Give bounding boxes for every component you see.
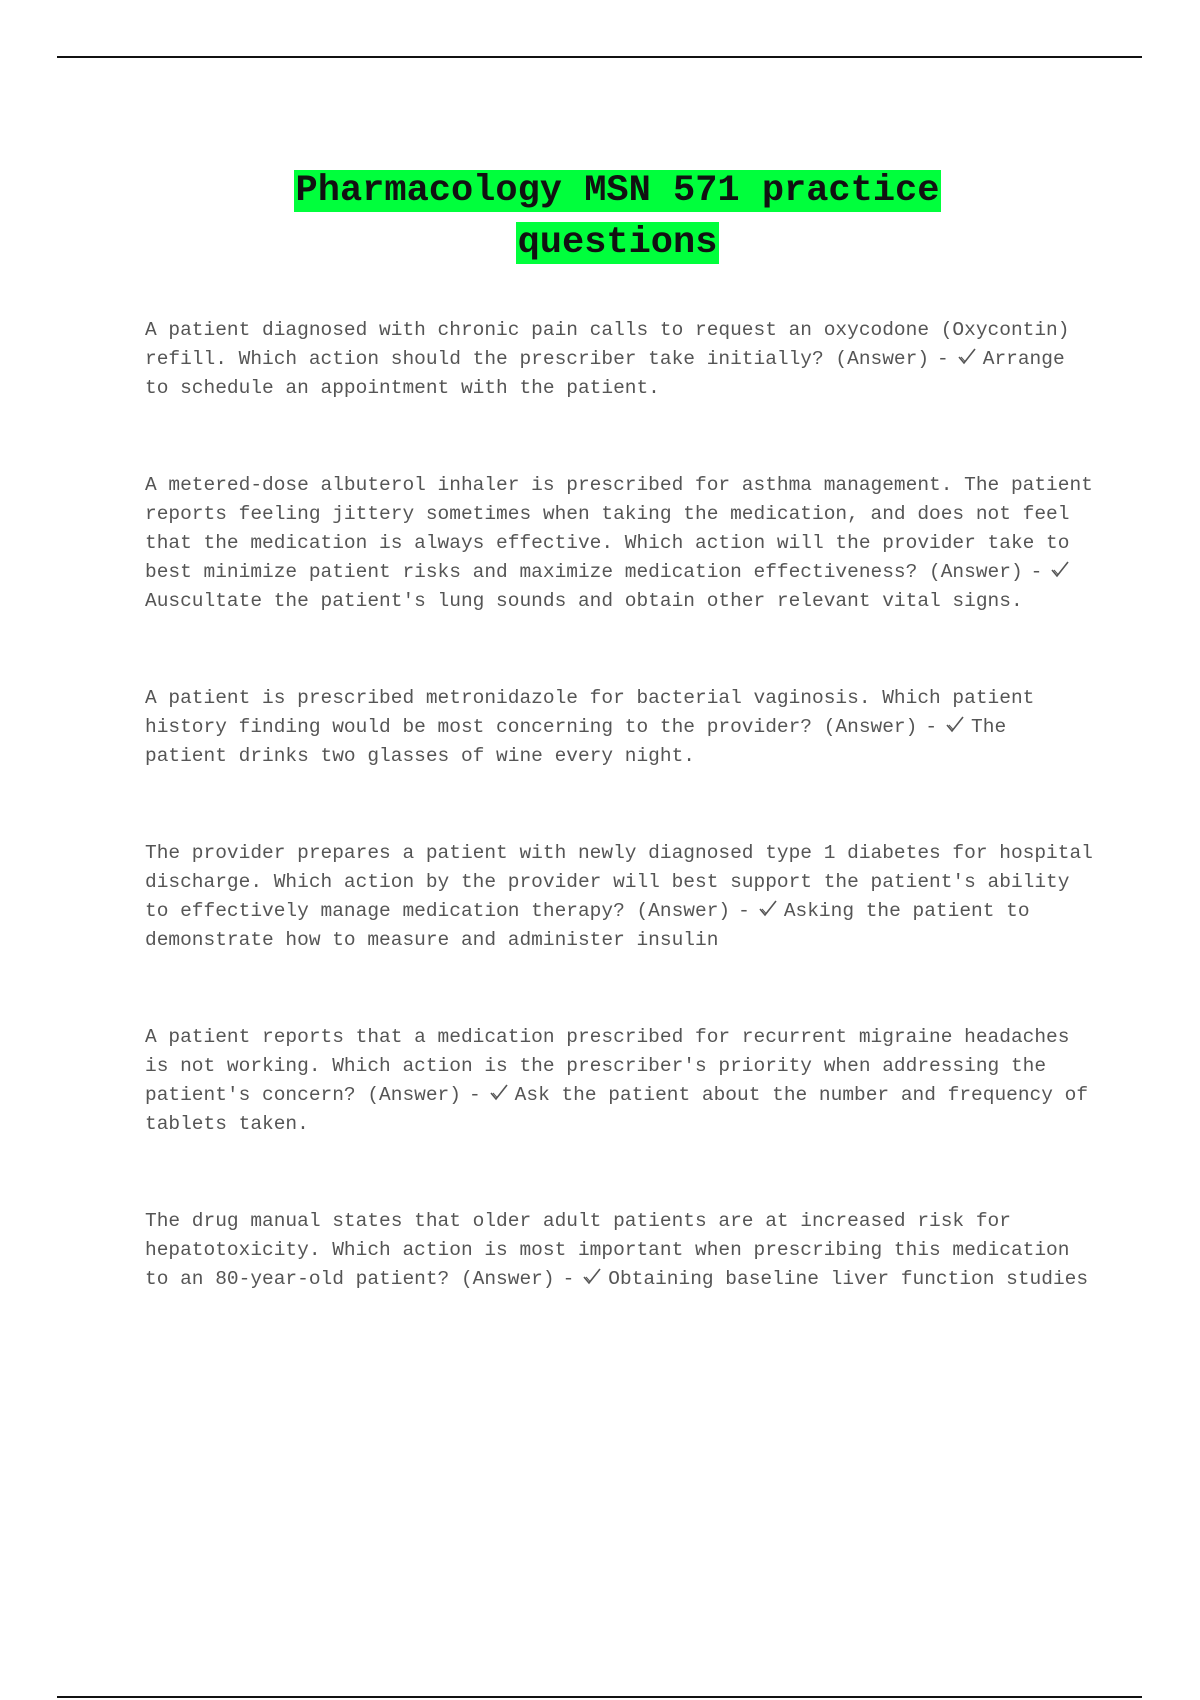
list-item [145, 839, 1095, 955]
question-text: A metered-dose albuterol inhaler is prescribed for asthma management. The patient reports feeling jittery sometimes when taking the medication, and does not feel that the medication is always effective. Which action will the provider take to best minimize patient risks and maximize medication effectiveness? [145, 474, 1093, 583]
answer-tag: (Answer) [460, 1268, 555, 1290]
answer-separator: - [937, 348, 949, 370]
list-item [145, 471, 1095, 616]
question-text: A patient reports that a medication prescribed for recurrent migraine headaches is not working. Which action is the prescriber's priority when addressing the patient's concern? [145, 1026, 1070, 1106]
answer-tag: (Answer) [835, 348, 930, 370]
answer-tag: (Answer) [823, 716, 918, 738]
answer-separator: - [925, 716, 938, 738]
answer-separator: - [468, 1084, 481, 1106]
answer-text: The patient drinks two glasses of wine every night. [145, 716, 1007, 767]
question-text: A patient is prescribed metronidazole for bacterial vaginosis. Which patient history finding would be most concerning to the provider? [145, 687, 1035, 738]
list-item [145, 1207, 1095, 1294]
check-icon [945, 714, 965, 734]
answer-tag: (Answer) [367, 1084, 461, 1106]
top-rule [57, 56, 1142, 58]
answer-text: Asking the patient to demonstrate how to measure and administer insulin [145, 900, 1030, 951]
question-text: A patient diagnosed with chronic pain calls to request an oxycodone (Oxycontin) refill. Which action should the prescriber take initially? [145, 319, 1070, 370]
question-list [145, 316, 1095, 1362]
answer-separator: - [738, 900, 750, 922]
title-line-1: Pharmacology MSN 571 practice [295, 169, 940, 212]
page-title [0, 165, 1200, 269]
answer-tag: (Answer) [929, 561, 1023, 583]
check-icon [758, 898, 778, 918]
title-line-2: questions [517, 221, 718, 264]
answer-text: Ask the patient about the number and frequency of tablets taken. [145, 1084, 1089, 1135]
check-icon [582, 1266, 602, 1286]
answer-text: Auscultate the patient's lung sounds and obtain other relevant vital signs. [145, 590, 1023, 612]
check-icon [957, 346, 977, 366]
answer-tag: (Answer) [636, 900, 731, 922]
list-item [145, 1023, 1095, 1139]
check-icon [489, 1082, 509, 1102]
answer-separator: - [1030, 561, 1043, 583]
question-text: The provider prepares a patient with newly diagnosed type 1 diabetes for hospital discharge. Which action by the provider will best support the patient's ability to effectively manage medication therapy? [145, 842, 1093, 922]
answer-separator: - [562, 1268, 575, 1290]
list-item [145, 316, 1095, 403]
question-text: The drug manual states that older adult patients are at increased risk for hepatotoxicity. Which action is most important when prescribing this medication to an 80-year-old patient? [145, 1210, 1070, 1290]
list-item [145, 684, 1095, 771]
answer-text: Obtaining baseline liver function studies [608, 1268, 1089, 1290]
answer-text: Arrange to schedule an appointment with the patient. [145, 348, 1065, 399]
bottom-rule [57, 1696, 1142, 1698]
check-icon [1050, 559, 1070, 579]
